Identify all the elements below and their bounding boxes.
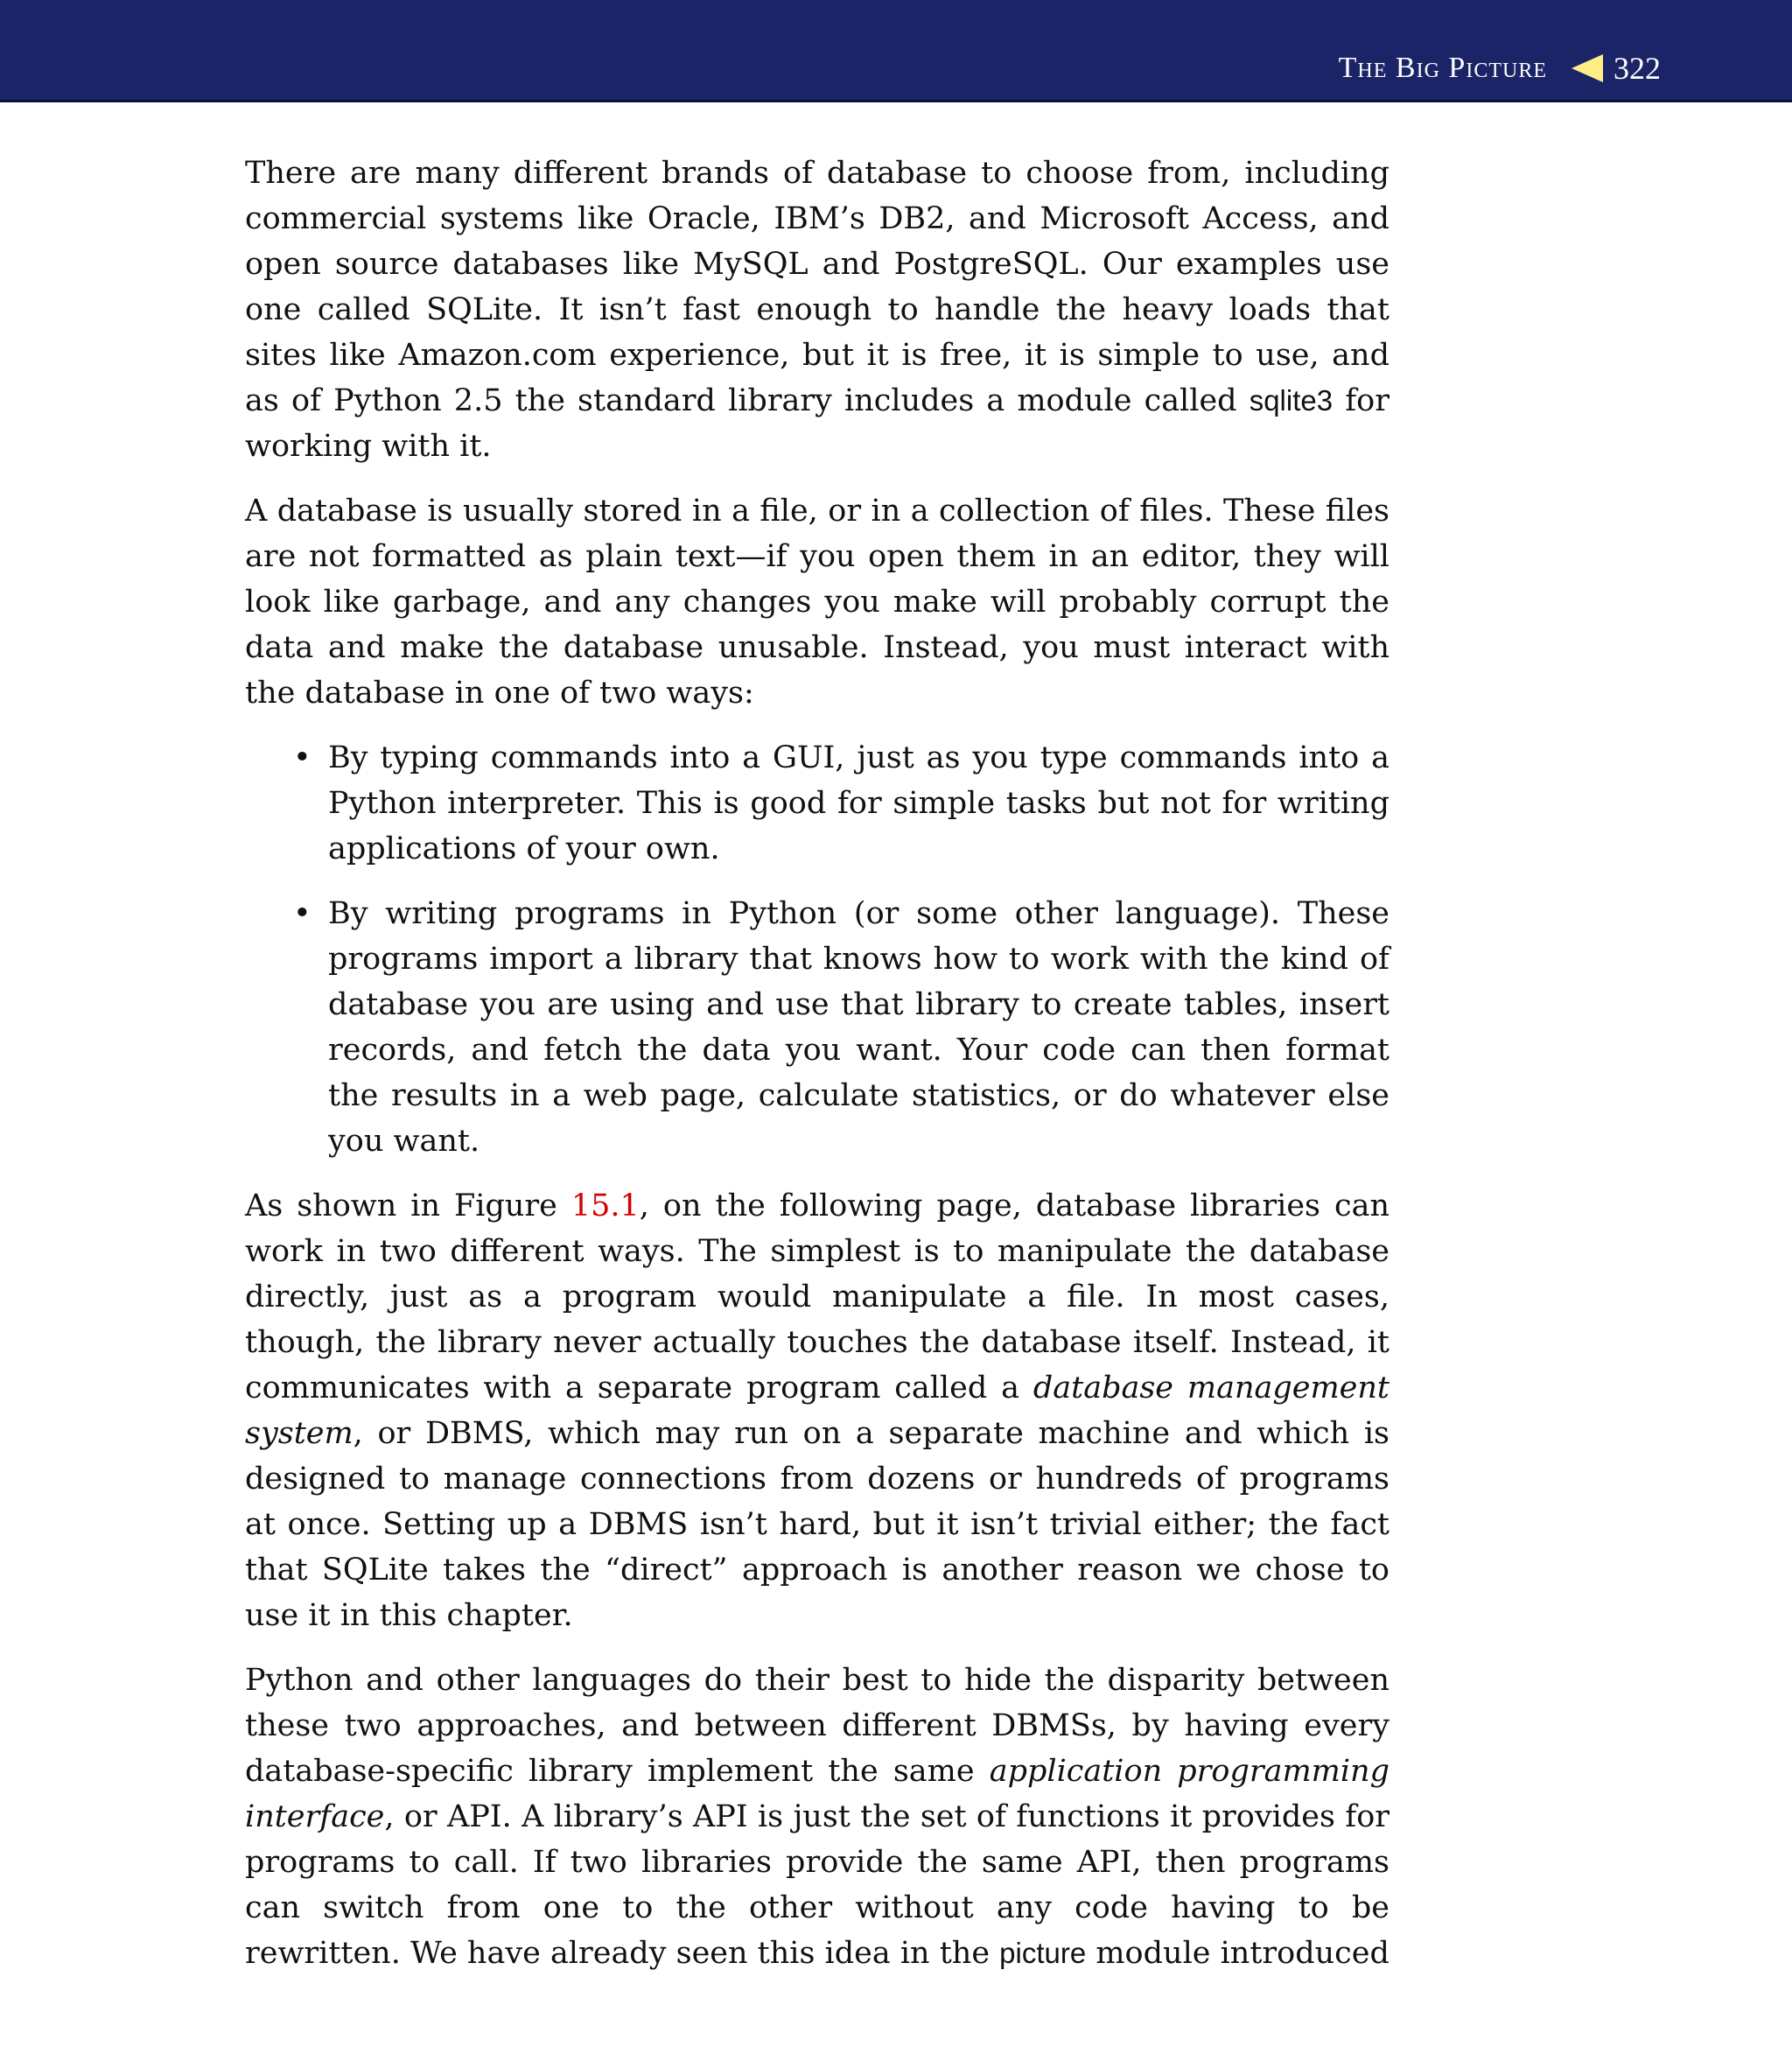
header-bar (0, 0, 1792, 102)
paragraph-text: , on the following page, database libraries can work in two different ways. The simplest is to manipulate the database directly, just as a program would manipulate a file. In most cases, though, the library never actually touches the database itself. Instead, it communicates with a separate program called a (245, 1188, 1390, 1406)
paragraph-text: , or DBMS, which may run on a separate machine and which is designed to manage connections from dozens or hundreds of programs at once. Setting up a DBMS isn’t hard, but it isn’t trivial either; the fact that SQLite takes the “direct” approach is another reason we chose to use it in this chapter. (245, 1416, 1390, 1633)
back-arrow-icon[interactable] (1572, 54, 1603, 82)
paragraph-text: Python and other languages do their best to hide the disparity between these two approaches, and between different DBMSs, by having every database-specific library implement the same (245, 1663, 1390, 1789)
list-item: • By writing programs in Python (or some other language). These programs import a library that knows how to work with the kind of database you are using and use that library to create tables, insert records, and fetch the data you want. Your code can then format the results in a web page, calculate statistics, or do whatever else you want. (328, 891, 1390, 1164)
paragraph-text: As shown in Figure (245, 1188, 571, 1223)
section-title: The Big Picture (1338, 52, 1547, 84)
paragraph-dbms (245, 1183, 1390, 1638)
paragraph-database-brands (245, 151, 1390, 469)
term-api: application programming interface (245, 1754, 1390, 1834)
page-number: 322 (1614, 51, 1661, 86)
figure-reference-link[interactable]: 15.1 (570, 1188, 640, 1223)
paragraph-database-storage: A database is usually stored in a file, or in a collection of files. These files are not formatted as plain text—if you open them in an editor, they will look like garbage, and any changes you make will probably corrupt the data and make the database unusable. Instead, you must interact with the database in one of two ways: (245, 494, 1390, 711)
code-sqlite3: sqlite3 (1249, 384, 1334, 417)
header-content (1339, 53, 1661, 84)
term-dbms: database management system (245, 1370, 1390, 1451)
paragraph-text: , or API. A library’s API is just the set of functions it provides for programs to call. If two libraries provide the same API, then programs can switch from one to the other without any code having to be rewritten. We have already seen this idea in the (245, 1799, 1390, 1971)
paragraph-api (245, 1658, 1390, 1976)
paragraph-text: There are many different brands of database to choose from, including commercial systems like Oracle, IBM’s DB2, and Microsoft Access, and open source databases like MySQL and PostgreSQL. Our examples use one called SQLite. It isn’t fast enough to handle the heavy loads that sites like Amazon.com experience, but it is free, it is simple to use, and as of Python 2.5 the standard library includes a module called (245, 156, 1390, 418)
code-picture: picture (999, 1937, 1087, 1969)
list-item: • By typing commands into a GUI, just as you type commands into a Python interpreter. This is good for simple tasks but not for writing applications of your own. (328, 735, 1390, 872)
paragraph-text: for working with it. (245, 383, 1390, 464)
bullet-list (245, 735, 1390, 1164)
page-body (245, 151, 1390, 1995)
paragraph-text: module introduced (1086, 1936, 1390, 1971)
